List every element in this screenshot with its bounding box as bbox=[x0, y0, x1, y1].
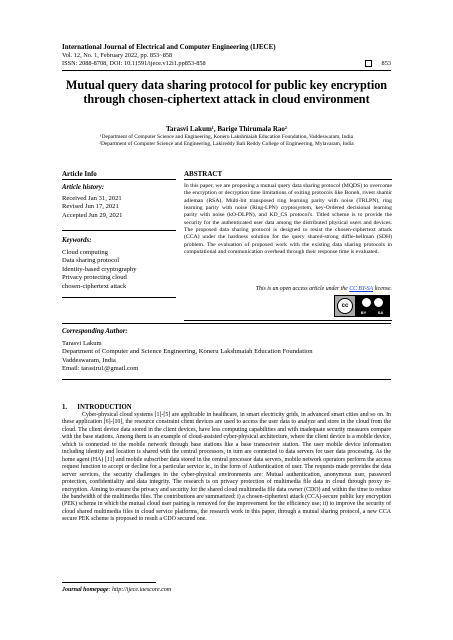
corresponding-bottom-rule bbox=[62, 379, 391, 380]
history-accepted: Accepted Jun 29, 2021 bbox=[62, 211, 123, 219]
square-icon bbox=[365, 60, 372, 67]
header-rule bbox=[62, 70, 391, 71]
keyword: Identity-based cryptography bbox=[62, 265, 137, 273]
info-top-rule bbox=[62, 179, 176, 180]
volume-info: Vol. 12, No. 1, February 2022, pp. 853~858 bbox=[62, 52, 173, 59]
cc-terms-area bbox=[355, 296, 389, 316]
keyword: Cloud computing bbox=[62, 249, 108, 256]
abstract-bottom-rule bbox=[184, 320, 392, 321]
keywords-list bbox=[62, 249, 137, 291]
corresponding-email[interactable]: Email: tarasiru1@gmail.com bbox=[62, 365, 139, 373]
affiliation-2: ²Department of Computer Science and Engineering, Lakireddy Bali Reddy College of Engineering, Mylavaram, India bbox=[99, 141, 354, 147]
cc-sa-label: SA bbox=[377, 310, 384, 315]
history-revised: Revised Jun 17, 2021 bbox=[62, 203, 119, 211]
journal-name: International Journal of Electrical and Computer Engineering (IJECE) bbox=[62, 43, 276, 51]
article-history bbox=[62, 195, 122, 220]
introduction-body bbox=[62, 412, 391, 524]
cc-term-icons bbox=[362, 298, 383, 307]
history-received: Received Jan 31, 2021 bbox=[62, 195, 122, 202]
footer-rule bbox=[62, 582, 156, 583]
abstract-top-rule bbox=[184, 179, 392, 180]
article-info-heading: Article Info bbox=[62, 170, 97, 178]
page-number: 853 bbox=[381, 60, 391, 67]
introduction-paragraph: Cyber-physical cloud systems [1]-[5] are applicable in healthcare, in smart electricity grids, in advanced smart cities and so on. In these application [6]-[10], the resource constraint client devices are used to access the user data to analyze and store in the cloud from the cloud. The client device data stored in the client devices, have less computing capabilities and with inadequate security measures compare with the base stations. Among them is an example of cloud-assisted cyber-physical architecture, where the client device is a mobile device, which is connected to the mobile network through base stations like a base transceiver station. The user mobile device information including identity and location is shared with the central processors, in turn are connected to data servers for user data processing. As the home agent (HA) [11] and mobile subscriber data stored in the central processor data servers, mobile network operators perform the access request function to accept or decline for a particular service ie., in the form of Authentication of user. The requests made provides the data server services, the security challenges in the cyber-physical environments are: Mutual authentication, anonymous user, password protection, confidentiality and data integrity. The research is on privacy protection of multimedia file data in cloud through proxy re-encryption. Aiming to ensure the privacy and security for the shared cloud multimedia file data owner (CDO) and within the time to reduce the bandwidth of the multimedia files. The contributions are summarized: i) a chosen-ciphertext attack (CCA)-secure public key encryption (PEK) scheme in which the mutual cloud user pairing is removed for the improvement for the efficiency use; ii) to improve the security of cloud shared multimedia files in cloud service platforms, the research work in this paper, through a mutual sharing protocol, a new CCA secure PEK scheme is proposed to result a CDO secured one. bbox=[62, 412, 392, 523]
keyword: Data sharing protocol bbox=[62, 257, 120, 265]
corresponding-name: Tarasvi Lakum bbox=[62, 340, 102, 347]
keyword: chosen-ciphertext attack bbox=[62, 282, 127, 290]
introduction-heading: 1. INTRODUCTION bbox=[62, 404, 132, 411]
corresponding-location: Vaddeswaram, India bbox=[62, 356, 116, 364]
corresponding-top-rule bbox=[62, 323, 391, 324]
cc-by-label: BY bbox=[360, 310, 367, 315]
abstract-heading: ABSTRACT bbox=[184, 170, 223, 178]
info-bottom-rule bbox=[62, 297, 176, 298]
author-names: Tarasvi Lakum¹, Barige Thirumala Rao² bbox=[165, 125, 288, 133]
info-mid-rule bbox=[62, 230, 176, 231]
corresponding-department: Department of Computer and Science Engineering, Koneru Lakshmaiah Education Foundation bbox=[62, 348, 313, 356]
issn-doi: ISSN: 2088-8708, DOI: 10.11591/ijece.v12i1.pp853-858 bbox=[62, 60, 206, 67]
share-alike-icon bbox=[374, 298, 383, 307]
corresponding-author-heading: Corresponding Author: bbox=[62, 328, 128, 335]
corresponding-author-details bbox=[62, 340, 313, 374]
homepage-url[interactable]: : http://ijece.iaescore.com bbox=[108, 587, 172, 593]
license-link[interactable]: CC BY-SA bbox=[349, 286, 373, 292]
license-statement bbox=[184, 286, 392, 292]
cc-logo-area bbox=[335, 296, 355, 316]
cc-logo-icon: cc bbox=[337, 298, 353, 314]
page-number-group bbox=[365, 60, 391, 67]
article-history-heading: Article history: bbox=[62, 184, 105, 191]
license-suffix: license. bbox=[373, 286, 392, 292]
journal-homepage[interactable] bbox=[62, 587, 171, 593]
homepage-label: Journal homepage bbox=[62, 587, 109, 593]
cc-term-labels bbox=[355, 310, 389, 315]
paper-title: Mutual query data sharing protocol for public key encryption through chosen-ciphertext attack in cloud environment bbox=[65, 78, 388, 106]
keywords-heading: Keywords: bbox=[62, 237, 92, 244]
abstract-text: In this paper, we are proposing a mutual query data sharing protocol (MQDS) to overcome the encryption or decryption time limitations of exiting protocols like Boneh, rivest shamir adleman (RSA), Multi-bit transposed ring learning parity with noise (TRLPN), ring learning parity with noise (Ring-LPN) cryptosystem, key-Ordered decisional learning parity with noise (kO-DLPN), and KD_CS protocol's. Titled scheme is to provide the security for the authenticated user data among the distributed physical users and devices. The proposed data sharing protocol is designed to resist the chosen-ciphertext attack (CCA) under the hardness solution for the query shared-strong diffie-hellman (SDH) problem. The evaluation of proposed work with the existing data sharing protocols in computational and communication overhead through their response time is evaluated. bbox=[184, 183, 392, 256]
affiliation-1: ¹Department of Computer Science and Engineering, Koneru Lakshmaiah Education Foundation, Vaddeswaram, India bbox=[99, 134, 353, 140]
cc-license-badge[interactable] bbox=[334, 295, 390, 317]
attribution-icon bbox=[362, 298, 371, 307]
license-prefix: This is an open access article under the bbox=[255, 286, 350, 292]
keyword: Privacy protecting cloud bbox=[62, 274, 127, 282]
